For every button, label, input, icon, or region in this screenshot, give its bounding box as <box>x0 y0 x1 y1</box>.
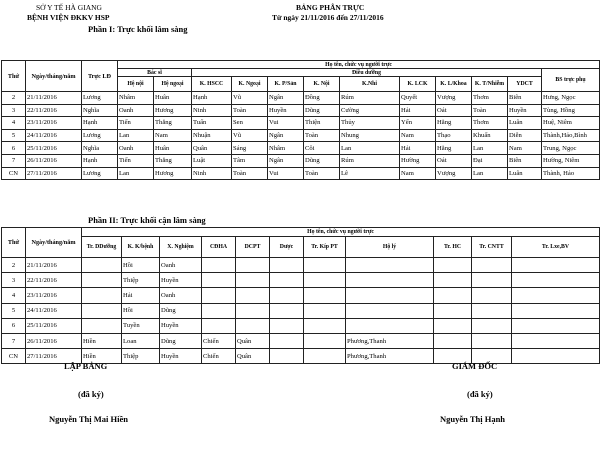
cell-staff: Ngân <box>268 92 304 105</box>
cell-date: 26/11/2016 <box>26 333 82 348</box>
cell-staff: Vũ <box>232 129 268 142</box>
cell-bs-truc-phu: Huệ, Niêm <box>542 117 600 130</box>
cell-staff <box>236 273 270 288</box>
cell-staff <box>202 258 236 273</box>
th-thu: Thứ <box>2 61 26 92</box>
cell-staff: Lan <box>340 142 400 155</box>
cell-staff: Hải <box>400 142 436 155</box>
right-signer-name: Nguyễn Thị Hạnh <box>440 414 506 424</box>
cell-staff: Phương,Thanh <box>346 349 434 364</box>
cell-staff: Luân <box>508 167 542 180</box>
cell-thu: 7 <box>2 333 26 348</box>
cell-staff: Thiệp <box>122 349 160 364</box>
th-truc-ld: Trực LĐ <box>82 61 118 92</box>
left-signer-title: LẬP BẢNG <box>64 361 108 371</box>
cell-staff: Hương <box>154 104 192 117</box>
cell-staff: Nam <box>508 142 542 155</box>
cell-staff: Quân <box>236 333 270 348</box>
cell-staff: Ngân <box>268 154 304 167</box>
cell-thu: CN <box>2 167 26 180</box>
cell-staff: Hương <box>154 167 192 180</box>
cell-staff: Yến <box>400 117 436 130</box>
th-col: K. T/Nhiễm <box>472 77 508 92</box>
cell-staff <box>236 318 270 333</box>
cell-staff: Huyền <box>508 104 542 117</box>
table-row <box>2 167 600 180</box>
cell-staff <box>236 258 270 273</box>
cell-staff: Chiến <box>202 333 236 348</box>
th-date: Ngày/tháng/năm <box>26 61 82 92</box>
cell-date: 23/11/2016 <box>26 117 82 130</box>
cell-staff: Rúm <box>340 154 400 167</box>
cell-bs-truc-phu: Trung, Ngọc <box>542 142 600 155</box>
cell-staff <box>270 303 304 318</box>
cell-staff: Quân <box>236 349 270 364</box>
table-row <box>2 104 600 117</box>
th-col: Hộ lý <box>346 237 434 258</box>
cell-staff: Lan <box>472 167 508 180</box>
cell-staff <box>472 303 512 318</box>
cell-staff <box>512 288 600 303</box>
cell-staff: Oanh <box>160 258 202 273</box>
cell-bs-truc-phu: Hường, Niêm <box>542 154 600 167</box>
cell-staff <box>512 333 600 348</box>
cell-staff: Hiền <box>82 333 122 348</box>
cell-staff <box>304 349 346 364</box>
cell-staff: Luân <box>508 117 542 130</box>
th-col: X. Nghiệm <box>160 237 202 258</box>
cell-staff: Vũ <box>232 92 268 105</box>
cell-truc-ld: Hạnh <box>82 154 118 167</box>
cell-staff: Lan <box>118 129 154 142</box>
th-col: K. Nội <box>304 77 340 92</box>
cell-thu: 4 <box>2 288 26 303</box>
th-thu-2: Thứ <box>2 228 26 258</box>
cell-staff <box>82 288 122 303</box>
cell-staff <box>512 303 600 318</box>
th-col: Tr. CNTT <box>472 237 512 258</box>
cell-date: 27/11/2016 <box>26 167 82 180</box>
cell-thu: 6 <box>2 318 26 333</box>
cell-staff <box>202 288 236 303</box>
cell-staff: Hiền <box>82 349 122 364</box>
cell-date: 22/11/2016 <box>26 273 82 288</box>
cell-bs-truc-phu: Thành, Hảo <box>542 167 600 180</box>
cell-staff: Khuấn <box>472 129 508 142</box>
cell-staff <box>472 258 512 273</box>
cell-staff: Côi <box>304 142 340 155</box>
th-dieu-duong: Điều dưỡng <box>192 69 542 77</box>
cell-thu: CN <box>2 349 26 364</box>
th-col: Dược <box>270 237 304 258</box>
cell-staff <box>270 288 304 303</box>
cell-staff: Oanh <box>118 104 154 117</box>
cell-staff <box>270 258 304 273</box>
cell-thu: 3 <box>2 273 26 288</box>
cell-date: 21/11/2016 <box>26 258 82 273</box>
cell-truc-ld: Lương <box>82 92 118 105</box>
cell-staff <box>304 258 346 273</box>
cell-staff: Quyết <box>400 92 436 105</box>
cell-staff: Hường <box>400 154 436 167</box>
cell-staff <box>236 303 270 318</box>
cell-staff: Thiện <box>304 117 340 130</box>
document-title: BẢNG PHÂN TRỰC <box>296 3 365 12</box>
cell-staff: Lan <box>472 142 508 155</box>
cell-staff <box>304 333 346 348</box>
date-range: Từ ngày 21/11/2016 đến 27/11/2016 <box>272 13 384 22</box>
th-col: Tr. HC <box>434 237 472 258</box>
cell-staff <box>434 333 472 348</box>
cell-staff: Toàn <box>304 129 340 142</box>
cell-staff <box>202 273 236 288</box>
cell-staff: Oát <box>436 154 472 167</box>
part2-title: Phần II: Trực khối cận lâm sàng <box>88 215 206 225</box>
cell-staff: Nam <box>400 129 436 142</box>
cell-staff <box>434 318 472 333</box>
cell-staff: Đại <box>472 154 508 167</box>
cell-staff: Vui <box>268 167 304 180</box>
clinical-duty-table <box>1 60 600 180</box>
cell-staff: Đồng <box>304 92 340 105</box>
table-row <box>2 258 600 273</box>
cell-staff: Dũng <box>160 303 202 318</box>
cell-staff: Tâm <box>232 154 268 167</box>
cell-staff: Nhâm <box>118 92 154 105</box>
cell-staff: Oanh <box>160 288 202 303</box>
th-col: CĐHA <box>202 237 236 258</box>
cell-staff: Sáng <box>232 142 268 155</box>
th-col: Hệ nội <box>118 77 154 92</box>
th-group-2: Họ tên, chức vụ người trực <box>82 228 600 237</box>
cell-staff: Huyền <box>160 318 202 333</box>
cell-date: 25/11/2016 <box>26 318 82 333</box>
th-col: K. Ngoại <box>232 77 268 92</box>
cell-date: 21/11/2016 <box>26 92 82 105</box>
cell-staff: Thủy <box>340 117 400 130</box>
cell-staff: Nhuận <box>192 129 232 142</box>
cell-staff <box>512 318 600 333</box>
table-row <box>2 154 600 167</box>
cell-staff: Toàn <box>472 104 508 117</box>
th-col: K. HSCC <box>192 77 232 92</box>
cell-staff: Nhâm <box>268 142 304 155</box>
cell-bs-truc-phu: Tùng, Hồng <box>542 104 600 117</box>
cell-staff <box>82 303 122 318</box>
cell-staff: Quân <box>192 142 232 155</box>
cell-staff <box>346 258 434 273</box>
right-signer-title: GIÁM ĐỐC <box>452 361 498 371</box>
cell-date: 23/11/2016 <box>26 288 82 303</box>
cell-staff: Huân <box>154 92 192 105</box>
cell-staff <box>472 288 512 303</box>
cell-staff: Lê <box>340 167 400 180</box>
cell-staff: Chiến <box>202 349 236 364</box>
cell-thu: 2 <box>2 92 26 105</box>
cell-date: 24/11/2016 <box>26 303 82 318</box>
table-row <box>2 318 600 333</box>
hospital-name: BỆNH VIỆN ĐKKV HSP <box>27 13 110 22</box>
cell-staff <box>434 258 472 273</box>
cell-staff: Nam <box>400 167 436 180</box>
table-row <box>2 333 600 348</box>
cell-staff: Nam <box>154 129 192 142</box>
cell-staff: Thắng <box>154 117 192 130</box>
cell-staff <box>202 303 236 318</box>
th-col: DCPT <box>236 237 270 258</box>
cell-thu: 6 <box>2 142 26 155</box>
cell-thu: 4 <box>2 117 26 130</box>
cell-staff: Ninh <box>192 104 232 117</box>
cell-staff: Toàn <box>232 167 268 180</box>
table-row <box>2 117 600 130</box>
cell-staff: Thắng <box>154 154 192 167</box>
cell-staff: Toàn <box>304 167 340 180</box>
cell-staff: Ninh <box>192 167 232 180</box>
cell-staff <box>346 318 434 333</box>
cell-staff: Huân <box>154 142 192 155</box>
cell-staff: Tuyền <box>122 318 160 333</box>
cell-staff <box>512 349 600 364</box>
cell-staff <box>434 288 472 303</box>
cell-date: 25/11/2016 <box>26 142 82 155</box>
th-col: Tr. Kíp PT <box>304 237 346 258</box>
cell-staff <box>82 273 122 288</box>
th-col: K. L/Khoa <box>436 77 472 92</box>
cell-date: 26/11/2016 <box>26 154 82 167</box>
th-col: YDCT <box>508 77 542 92</box>
cell-date: 24/11/2016 <box>26 129 82 142</box>
cell-staff: Hồi <box>122 303 160 318</box>
cell-staff: Luật <box>192 154 232 167</box>
cell-staff <box>270 349 304 364</box>
ministry-name: SỞ Y TẾ HÀ GIANG <box>36 3 102 12</box>
cell-staff <box>472 273 512 288</box>
cell-staff <box>270 318 304 333</box>
cell-staff: Thơm <box>472 117 508 130</box>
cell-staff: Thạo <box>436 129 472 142</box>
cell-staff: Dũng <box>304 104 340 117</box>
table-row <box>2 273 600 288</box>
cell-staff <box>270 273 304 288</box>
table-row <box>2 129 600 142</box>
table-row <box>2 288 600 303</box>
cell-staff: Huyền <box>268 104 304 117</box>
cell-staff: Cường <box>340 104 400 117</box>
cell-staff <box>472 318 512 333</box>
cell-staff <box>512 273 600 288</box>
cell-staff: Toàn <box>232 104 268 117</box>
cell-truc-ld: Lương <box>82 167 118 180</box>
cell-staff <box>346 303 434 318</box>
cell-staff: Hằng <box>436 117 472 130</box>
cell-bs-truc-phu: Thành,Hảo,Bình <box>542 129 600 142</box>
cell-staff: Hạnh <box>192 92 232 105</box>
th-col: K.Nhi <box>340 77 400 92</box>
cell-thu: 2 <box>2 258 26 273</box>
cell-staff: Dũng <box>304 154 340 167</box>
cell-staff: Vượng <box>436 92 472 105</box>
cell-staff: Phương,Thanh <box>346 333 434 348</box>
cell-staff: Biên <box>508 154 542 167</box>
cell-staff: Vui <box>268 117 304 130</box>
cell-staff: Oanh <box>118 142 154 155</box>
cell-date: 27/11/2016 <box>26 349 82 364</box>
table-row <box>2 303 600 318</box>
cell-staff: Diễn <box>508 129 542 142</box>
cell-staff: Huyền <box>160 273 202 288</box>
cell-thu: 5 <box>2 303 26 318</box>
th-col: K. LCK <box>400 77 436 92</box>
cell-truc-ld: Hạnh <box>82 117 118 130</box>
paraclinical-duty-table <box>1 227 600 364</box>
cell-staff <box>82 258 122 273</box>
cell-staff <box>512 258 600 273</box>
cell-staff: Oát <box>436 104 472 117</box>
cell-staff: Hải <box>122 288 160 303</box>
cell-staff: Hồi <box>122 258 160 273</box>
cell-staff <box>304 318 346 333</box>
cell-staff <box>202 318 236 333</box>
cell-thu: 3 <box>2 104 26 117</box>
cell-staff: Tuấn <box>192 117 232 130</box>
cell-staff <box>82 318 122 333</box>
cell-bs-truc-phu: Hưng, Ngọc <box>542 92 600 105</box>
cell-date: 22/11/2016 <box>26 104 82 117</box>
cell-staff <box>304 303 346 318</box>
cell-staff: Hải <box>400 104 436 117</box>
table-row <box>2 142 600 155</box>
cell-staff: Vượng <box>436 167 472 180</box>
th-group: Họ tên, chức vụ người trực <box>118 61 600 69</box>
cell-staff <box>346 288 434 303</box>
cell-truc-ld: Nghĩa <box>82 104 118 117</box>
th-col: Tr. Lxe,BV <box>512 237 600 258</box>
th-col: K. P/Sản <box>268 77 304 92</box>
cell-staff: Biên <box>508 92 542 105</box>
th-col: K. K/bệnh <box>122 237 160 258</box>
cell-staff: Rúm <box>340 92 400 105</box>
cell-staff: Thiệp <box>122 273 160 288</box>
cell-staff: Dũng <box>160 333 202 348</box>
cell-staff <box>270 333 304 348</box>
cell-staff: Hằng <box>436 142 472 155</box>
cell-thu: 5 <box>2 129 26 142</box>
cell-staff <box>434 273 472 288</box>
left-signed-note: (đã ký) <box>78 389 104 399</box>
cell-staff: Sen <box>232 117 268 130</box>
th-date-2: Ngày/tháng/năm <box>26 228 82 258</box>
cell-staff: Ngân <box>268 129 304 142</box>
cell-thu: 7 <box>2 154 26 167</box>
right-signed-note: (đã ký) <box>467 389 493 399</box>
left-signer-name: Nguyễn Thị Mai Hiền <box>49 414 128 424</box>
th-col: Hệ ngoại <box>154 77 192 92</box>
cell-truc-ld: Nghĩa <box>82 142 118 155</box>
cell-staff: Lan <box>118 167 154 180</box>
cell-staff: Nhung <box>340 129 400 142</box>
cell-staff: Tiến <box>118 117 154 130</box>
cell-staff: Loan <box>122 333 160 348</box>
th-bs-truc-phu: BS trực phụ <box>542 69 600 92</box>
cell-staff <box>472 333 512 348</box>
cell-staff: Thơm <box>472 92 508 105</box>
cell-staff: Tiến <box>118 154 154 167</box>
cell-staff <box>434 303 472 318</box>
cell-staff <box>346 273 434 288</box>
cell-staff: Huyền <box>160 349 202 364</box>
th-bac-si: Bác sĩ <box>118 69 192 77</box>
cell-staff <box>304 273 346 288</box>
part1-title: Phần I: Trực khối lâm sàng <box>88 24 188 34</box>
table-row <box>2 92 600 105</box>
cell-staff <box>236 288 270 303</box>
cell-staff <box>304 288 346 303</box>
th-col: Tr. DDưỡng <box>82 237 122 258</box>
cell-truc-ld: Lương <box>82 129 118 142</box>
